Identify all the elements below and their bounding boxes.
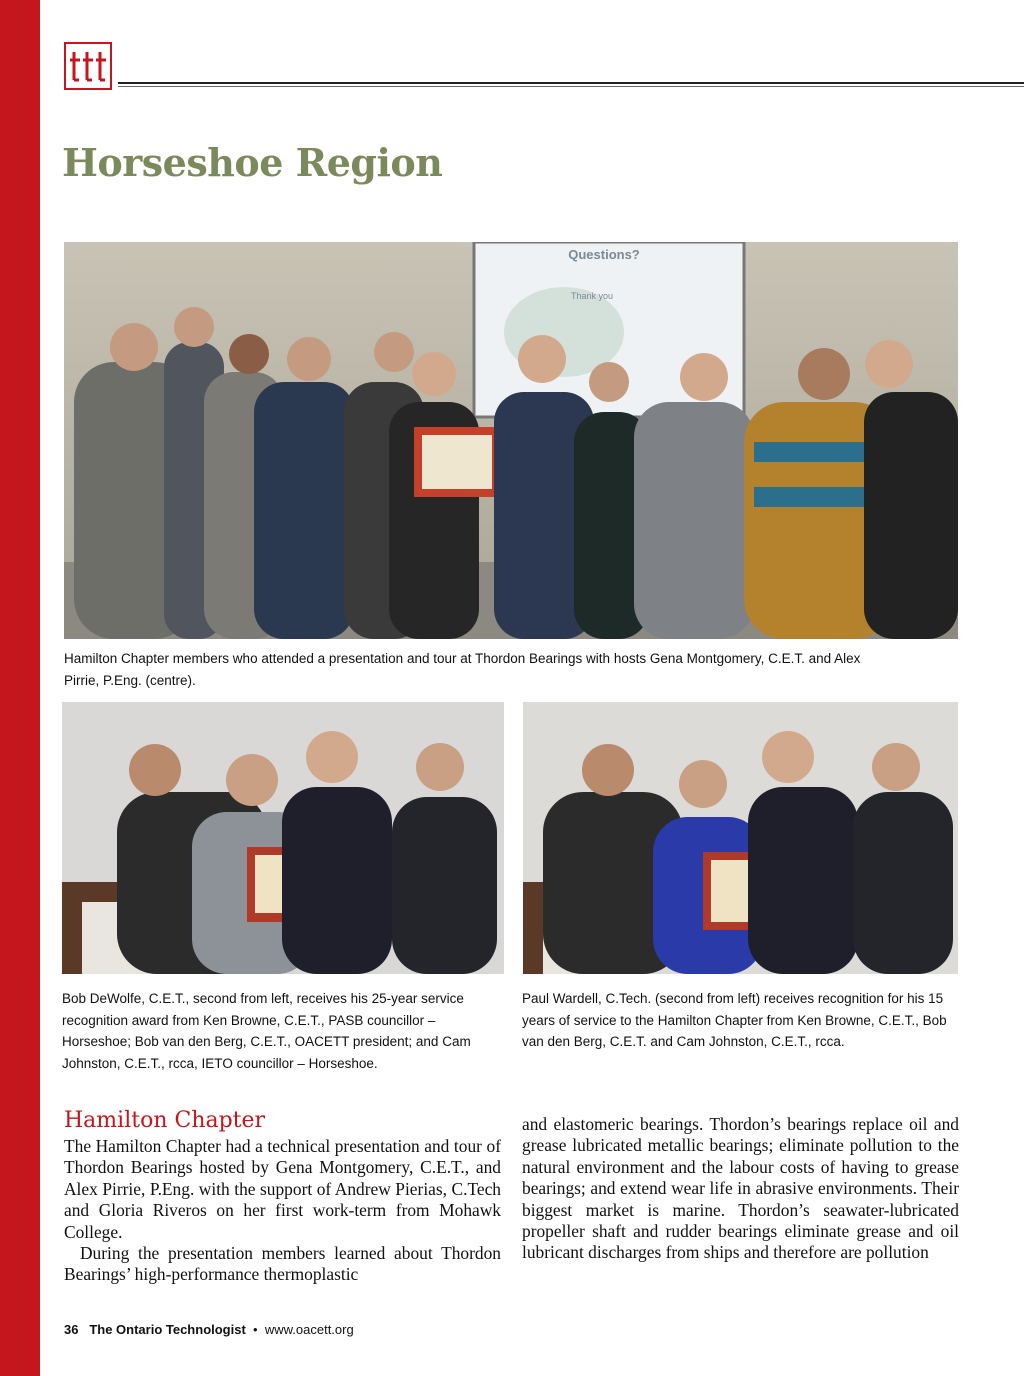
article-column-1 — [64, 1136, 501, 1286]
right-photo-caption: Paul Wardell, C.Tech. (second from left) receives recognition for his 15 years of service to the Hamilton Chapter from Ken Browne, C.E.T., Bob van den Berg, C.E.T. and Cam Johnston, C.E.T., rcca. — [522, 991, 947, 1049]
header-rule-thin — [118, 86, 1024, 87]
article-heading: Hamilton Chapter — [64, 1108, 266, 1133]
side-color-bar — [0, 0, 40, 1376]
website-link[interactable]: www.oacett.org — [264, 1322, 354, 1337]
group-photo — [64, 242, 958, 639]
publication-name: The Ontario Technologist — [89, 1322, 246, 1337]
article-paragraph: During the presentation members learned about Thordon Bearings’ high-performance thermoplastic — [64, 1243, 501, 1285]
page-footer — [64, 1322, 354, 1337]
award-photo-left — [62, 702, 504, 974]
screen-subtitle: Thank you — [570, 291, 614, 301]
section-title: Horseshoe Region — [62, 140, 443, 185]
page-number: 36 — [64, 1322, 79, 1337]
screen-title: Questions? — [568, 247, 640, 262]
footer-bullet: • — [253, 1322, 258, 1337]
award-photo-right — [523, 702, 958, 974]
article-paragraph: The Hamilton Chapter had a technical presentation and tour of Thordon Bearings hosted by Gena Montgomery, C.E.T., and Alex Pirrie, P.Eng. with the support of Andrew Pierias, C.Tech and Gloria Riveros on her first work-term from Mohawk College. — [64, 1136, 501, 1242]
group-photo-caption: Hamilton Chapter members who attended a presentation and tour at Thordon Bearings with hosts Gena Montgomery, C.E.T. and Alex Pirrie, P.Eng. (centre). — [64, 651, 861, 688]
article-column-2 — [522, 1114, 959, 1264]
article-paragraph: and elastomeric bearings. Thordon’s bearings replace oil and grease lubricated metallic bearings; eliminate pollution to the natural environment and the labour costs of having to grease bearings; and extend wear life in abrasive environments. Their biggest market is marine. Thordon’s seawater-lubricated propeller shaft and rudder bearings eliminate grease and oil lubricant discharges from ships and therefore are pollution — [522, 1114, 959, 1263]
header-rule — [118, 82, 1024, 84]
oacett-logo — [64, 42, 112, 90]
left-photo-caption: Bob DeWolfe, C.E.T., second from left, receives his 25-year service recognition award from Ken Browne, C.E.T., PASB councillor – Horseshoe; Bob van den Berg, C.E.T., OACETT president; and Cam Johnston, C.E.T., rcca, IETO councillor – Horseshoe. — [62, 991, 471, 1071]
